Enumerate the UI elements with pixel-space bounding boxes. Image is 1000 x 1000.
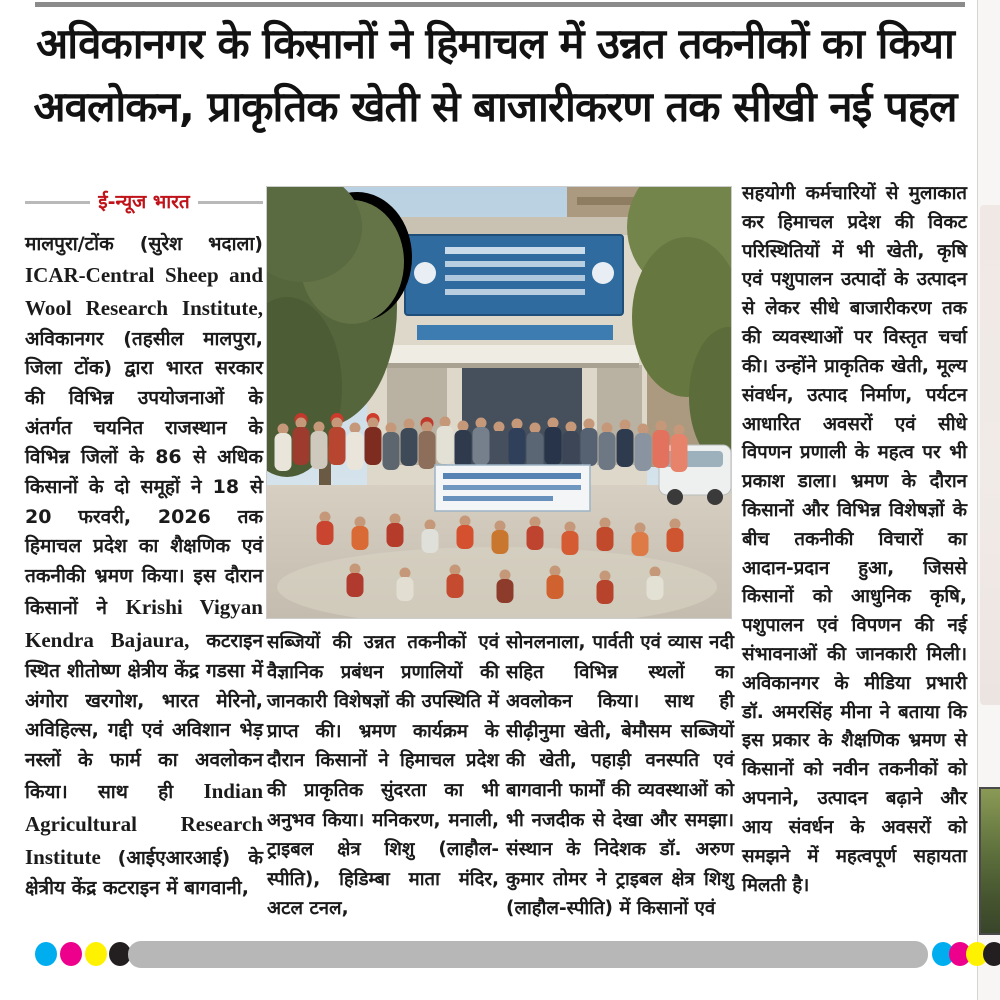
text-segment: ICAR-Central Sheep and Wool Research Institute, bbox=[25, 263, 263, 320]
registration-dot-yellow-left bbox=[85, 942, 107, 966]
photo-crowd-standing bbox=[275, 413, 688, 472]
text-segment: Krishi Vigyan Kendra Bajaura, bbox=[25, 595, 263, 653]
text-segment: अविकानगर (तहसील मालपुरा, जिला टोंक) द्वारा भारत सरकार की विभिन्न उपयोजनाओं के अंतर्गत चयनित राजस्थान के विभिन्न जिलों के 86 से अधिक किसानों के दो समूहों ने 18 से 20 फरवरी, 2026 तक हिमाचल प्रदेश का शैक्षणिक एवं तकनीकी भ्रमण किया। इस दौरान किसानों ने bbox=[25, 327, 263, 620]
article-column-3: सोनलनाला, पार्वती एवं व्यास नदी सहित विभिन्न स्थलों का अवलोकन किया। साथ ही सीढ़ीनुमा खेती, बेमौसम सब्जियों की खेती, पहाड़ी वनस्पति एवं बागवानी फार्मों की व्यवस्थाओं को भी नजदीक से देखा और समझा। संस्थान के निदेशक डॉ. अरुण कुमार तोमर ने ट्राइबल क्षेत्र शिशु (लाहौल-स्पीति) में किसानों एवं bbox=[506, 632, 734, 920]
photo-canopy bbox=[379, 345, 639, 363]
masthead-label: ई-न्यूज भारत bbox=[98, 191, 190, 213]
text-segment: मालपुरा/टोंक (सुरेश भदाला) bbox=[25, 232, 263, 255]
registration-dot-magenta-left bbox=[60, 942, 82, 966]
print-registration-strip bbox=[0, 936, 1000, 976]
registration-gray-bar bbox=[128, 941, 928, 968]
registration-dot-black-right bbox=[983, 942, 1000, 966]
photo-person bbox=[293, 413, 310, 465]
adjacent-photo-fragment bbox=[980, 205, 1000, 705]
article-headline bbox=[20, 12, 970, 138]
article-photo bbox=[266, 186, 732, 619]
photo-person bbox=[329, 413, 346, 465]
headline-line-1: अविकानगर के किसानों ने हिमाचल में उन्नत तकनीकों का किया bbox=[36, 19, 954, 68]
article-column-4: सहयोगी कर्मचारियों से मुलाकात कर हिमाचल प्रदेश की विकट परिस्थितियों में भी खेती, कृषि एवं पशुपालन उत्पादों के उत्पादन से लेकर सीधे बाजारीकरण तक की व्यवस्थाओं पर विस्तृत चर्चा की। उन्होंने प्राकृतिक खेती, मूल्य संवर्धन, उत्पाद निर्माण, पर्यटन आधारित अवसरों एवं सीधे विपणन प्रणाली के महत्व पर भी प्रकाश डाला। भ्रमण के दौरान किसानों और विभिन्न विशेषज्ञों के बीच तकनीकी विचारों का आदान-प्रदान हुआ, जिससे किसानों को आधुनिक कृषि, पशुपालन एवं विपणन की नई संभावनाओं की जानकारी मिली। अविकानगर के मीडिया प्रभारी डॉ. अमरसिंह मीना ने बताया कि इस प्रकार के शैक्षणिक भ्रमण से किसानों को नवीन तकनीकों को अपनाने, उत्पादन बढ़ाने और आय संवर्धन के अवसरों को समझने में महत्वपूर्ण सहायता मिलती है। bbox=[742, 183, 967, 896]
adjacent-green-photo-fragment bbox=[979, 787, 1000, 935]
headline-line-2: अवलोकन, प्राकृतिक खेती से बाजारीकरण तक सीखी नई पहल bbox=[33, 82, 957, 131]
text-segment: Indian Agricultural Research Institute bbox=[25, 779, 263, 869]
news-source-masthead bbox=[25, 188, 263, 218]
photo-illustration bbox=[267, 187, 731, 618]
registration-dot-cyan-left bbox=[35, 942, 57, 966]
article-column-2: सब्जियों की उन्नत तकनीकों एवं वैज्ञानिक प्रबंधन प्रणालियों की जानकारी विशेषज्ञों की उपस्थिति में प्राप्त की। भ्रमण कार्यक्रम के दौरान किसानों ने हिमाचल प्रदेश की प्राकृतिक सुंदरता का भी अनुभव किया। मनिकरण, मनाली, ट्राइबल क्षेत्र शिशु (लाहौल-स्पीति), हिडिम्बा माता मंदिर, अटल टनल, bbox=[267, 632, 499, 920]
masthead-rule-left bbox=[25, 201, 90, 204]
top-divider-rule bbox=[35, 2, 965, 7]
masthead-rule-right bbox=[198, 201, 263, 204]
photo-banner bbox=[435, 465, 590, 511]
photo-person bbox=[419, 417, 436, 469]
column-1-paragraph bbox=[25, 230, 263, 904]
text-segment: कटराइन स्थित शीतोष्ण क्षेत्रीय केंद्र गडसा में अंगोरा खरगोश, भारत मेरिनो, अविहिल्स, गद्दी एवं अविशान भेड़ नस्लों के फार्म का अवलोकन किया। साथ ही bbox=[25, 630, 263, 804]
adjacent-page-edge bbox=[977, 0, 1000, 1000]
article-column-1 bbox=[25, 186, 263, 903]
photo-canopy-shadow bbox=[379, 363, 639, 368]
text-segment: (आईएआरआई) के क्षेत्रीय केंद्र कटराइन में बागवानी, bbox=[25, 846, 264, 899]
photo-person bbox=[365, 413, 382, 465]
